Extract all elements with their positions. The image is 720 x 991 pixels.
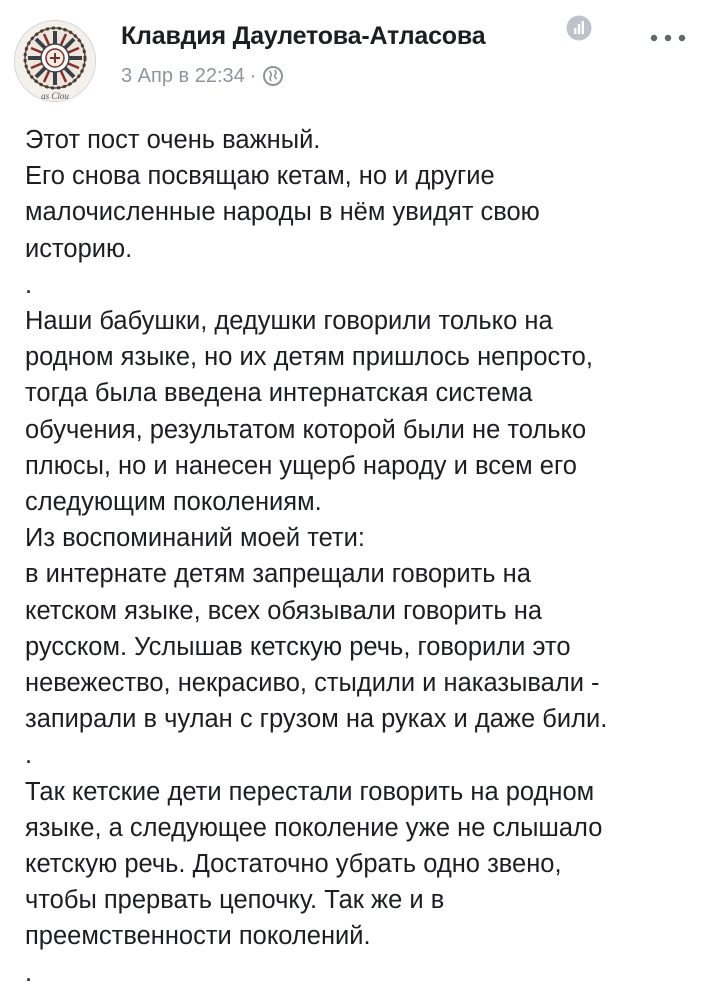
post-text-line: . xyxy=(25,270,33,299)
post-text-line: Его снова посвящаю кетам, но и другие xyxy=(25,162,495,191)
post-meta xyxy=(121,62,284,90)
post-text-line: тогда была введена интернатская система xyxy=(25,379,533,408)
post-date[interactable]: 3 Апр в 22:34 xyxy=(121,64,245,87)
post-text-line: кетскую речь. Достаточно убрать одно звено, xyxy=(25,850,562,879)
post-text-line: плюсы, но и нанесен ущерб народу и всем его xyxy=(25,451,577,480)
post-text-line: русском. Услышав кетскую речь, говорили это xyxy=(25,632,571,661)
post-text-line: Наши бабушки, дедушки говорили только на xyxy=(25,307,553,336)
author-name[interactable]: Клавдия Даулетова-Атласова xyxy=(121,22,486,50)
post-text-line: невежество, некрасиво, стыдили и наказывали - xyxy=(25,669,600,698)
post-text xyxy=(25,122,705,991)
avatar-emblem xyxy=(15,21,95,101)
meta-separator: · xyxy=(249,64,257,87)
post-text-line: в интернате детям запрещали говорить на xyxy=(25,560,531,589)
post-text-line: языке, а следующее поколение уже не слышало xyxy=(25,813,603,842)
post-text-line: следующим поколениям. xyxy=(25,488,322,517)
post-text-line: Из воспоминаний моей тети: xyxy=(25,524,365,553)
post-text-line: запирали в чулан с грузом на руках и даже били. xyxy=(25,705,608,734)
post-header xyxy=(0,0,720,110)
post-text-line: преемственности поколений. xyxy=(25,922,371,951)
bar-chart-icon[interactable] xyxy=(566,15,592,41)
post-text-line: . xyxy=(25,741,33,770)
post-text-line: . xyxy=(25,958,33,987)
avatar-caption: as Clou xyxy=(41,91,69,101)
post-text-line: Так кетские дети перестали говорить на родном xyxy=(25,777,595,806)
post-text-line: кетском языке, всех обязывали говорить на xyxy=(25,596,543,625)
more-options-icon[interactable] xyxy=(646,28,690,48)
avatar[interactable] xyxy=(14,20,96,102)
post-text-line: малочисленные народы в нём увидят свою xyxy=(25,198,540,227)
post-text-line: родном языке, но их детям пришлось непросто, xyxy=(25,343,593,372)
post-text-line: Этот пост очень важный. xyxy=(25,126,321,154)
post-text-line: чтобы прервать цепочку. Так же и в xyxy=(25,886,445,915)
post-text-line: обучения, результатом которой были не только xyxy=(25,415,587,444)
globe-icon[interactable] xyxy=(262,65,284,87)
post-text-line: историю. xyxy=(25,234,133,263)
